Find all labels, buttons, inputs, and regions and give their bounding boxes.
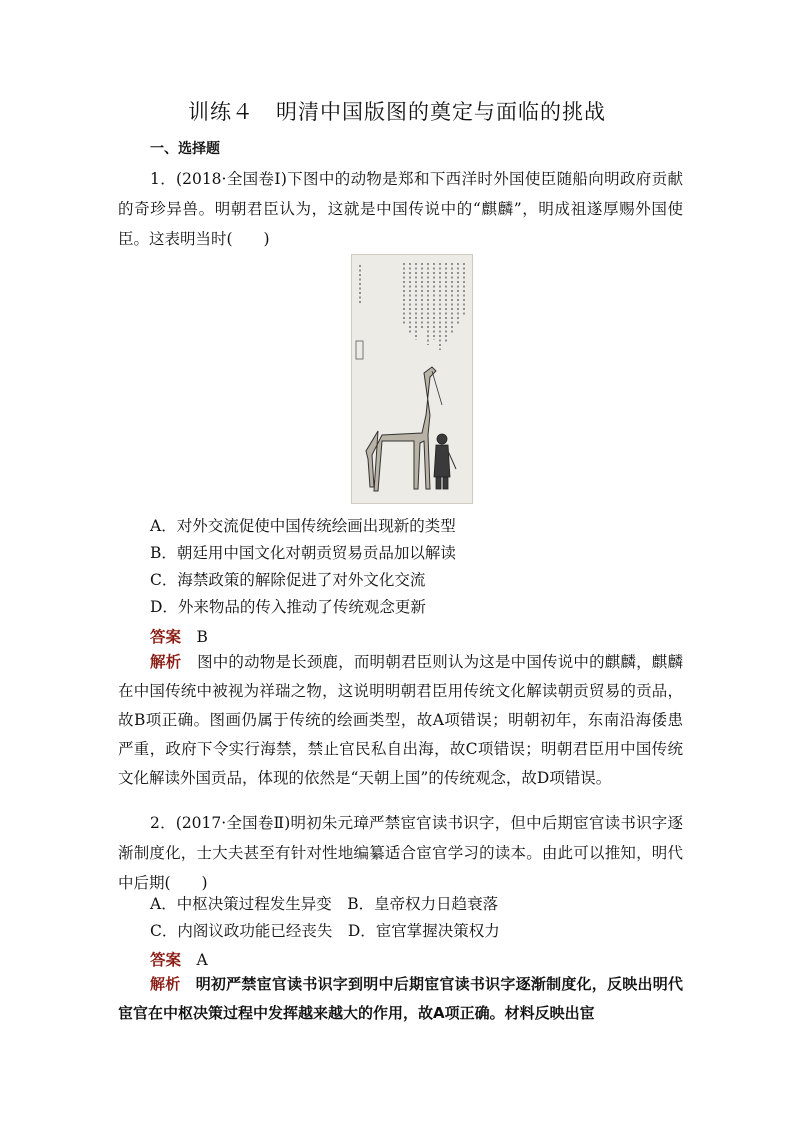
giraffe-illustration <box>352 255 472 503</box>
question-2-stem: 2．(2017·全国卷Ⅱ)明初朱元璋严禁宦官读书识字，但中后期宦官读书识字逐渐制度化，士大夫甚至有针对性地编纂适合宦官学习的读本。由此可以推知，明代中后期( ) <box>118 814 683 892</box>
q1-answer <box>150 625 208 647</box>
q2-analysis <box>118 970 683 1028</box>
q1-option-a: A．对外交流促使中国传统绘画出现新的类型 <box>150 517 456 535</box>
analysis-text: 明初严禁宦官读书识字到明中后期宦官读书识字逐渐制度化，反映出明代宦官在中枢决策过程中发挥越来越大的作用，故A项正确。材料反映出宦 <box>118 975 683 1022</box>
answer-label: 答案 <box>150 628 182 646</box>
q1-analysis <box>118 648 683 793</box>
q2-answer <box>150 948 208 970</box>
answer-value: B <box>196 628 208 646</box>
q1-option-b: B．朝廷用中国文化对朝贡贸易贡品加以解读 <box>150 544 456 562</box>
analysis-label: 解析 <box>150 975 181 993</box>
q2-options-row-1: A．中枢决策过程发生异变 B．皇帝权力日趋衰落 <box>150 895 499 913</box>
q1-option-d: D．外来物品的传入推动了传统观念更新 <box>150 598 426 616</box>
section-heading: 一、选择题 <box>150 141 220 157</box>
page-title: 训练４ 明清中国版图的奠定与面临的挑战 <box>188 100 606 124</box>
answer-label: 答案 <box>150 951 182 969</box>
q2-options-row-2: C．内阁议政功能已经丧失 D．宦官掌握决策权力 <box>150 922 500 940</box>
analysis-text: 图中的动物是长颈鹿，而明朝君臣则认为这是中国传说中的麒麟，麒麟在中国传统中被视为祥瑞之物，这说明明朝君臣用传统文化解读朝贡贸易的贡品，故B项正确。图画仍属于传统的绘画类型，故A项错误；明朝初年，东南沿海倭患严重，政府下令实行海禁，禁止官民私自出海，故C项错误；明朝君臣用中国传统文化解读外国贡品，体现的依然是“天朝上国”的传统观念，故D项错误。 <box>118 653 683 787</box>
question-1-stem: 1．(2018·全国卷Ⅰ)下图中的动物是郑和下西洋时外国使臣随船向明政府贡献的奇珍异兽。明朝君臣认为，这就是中国传说中的“麒麟”，明成祖遂厚赐外国使臣。这表明当时( ) <box>118 170 683 248</box>
q1-option-c: C．海禁政策的解除促进了对外文化交流 <box>150 571 426 589</box>
answer-value: A <box>196 951 208 969</box>
giraffe-painting-image <box>351 254 473 504</box>
analysis-label: 解析 <box>150 653 182 671</box>
